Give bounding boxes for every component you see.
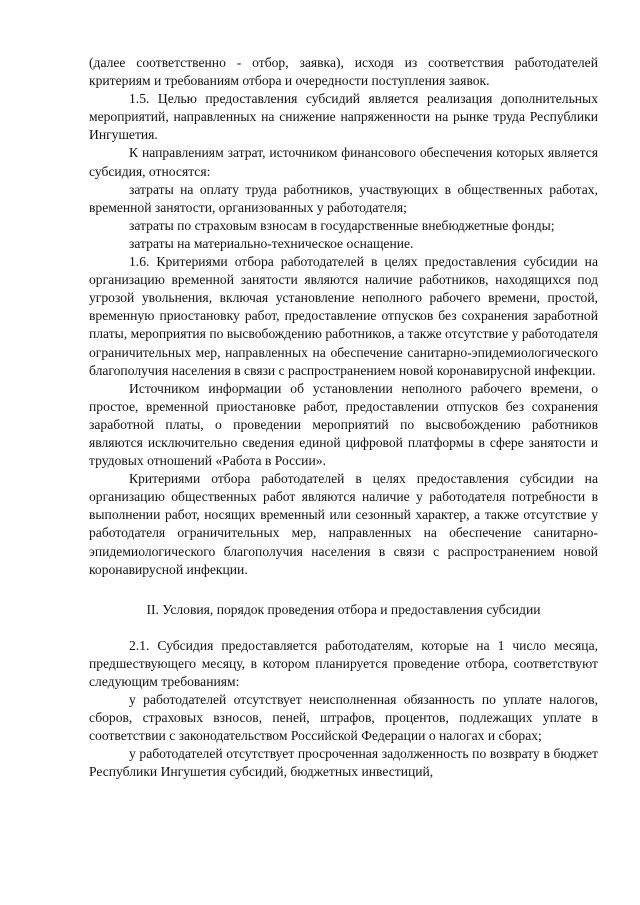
section-heading: II. Условия, порядок проведения отбора и предоставления субсидии bbox=[146, 601, 541, 617]
paragraph-information-source: Источником информации об установлении неполного рабочего времени, о простое, временной приостановке работ, предоставлении отпусков без сохранения заработной платы, о проведении мероприятий по высвобождению работников являются исключительно сведения единой цифровой платформы в сфере занятости и трудовых отношений «Работа в России». bbox=[89, 380, 598, 469]
paragraph-insurance-costs: затраты по страховым взносам в государственные внебюджетные фонды; bbox=[129, 217, 555, 233]
paragraph-expense-directions: К направлениям затрат, источником финансового обеспечения которых является субсидия, относятся: bbox=[89, 145, 598, 179]
document-page bbox=[89, 54, 598, 782]
paragraph-tax-requirement: у работодателей отсутствует неисполненная обязанность по уплате налогов, сборов, страховых взносов, пеней, штрафов, процентов, подлежащих уплате в соответствии с законодательством Российской Федерации о налогах и сборах; bbox=[89, 692, 598, 744]
paragraph-equipment-costs: затраты на материально-техническое оснащение. bbox=[129, 235, 414, 251]
paragraph-1-5: 1.5. Целью предоставления субсидий является реализация дополнительных мероприятий, направленных на снижение напряженности на рынке труда Республики Ингушетия. bbox=[89, 91, 598, 143]
paragraph-2-1: 2.1. Субсидия предоставляется работодателям, которые на 1 число месяца, предшествующего месяцу, в котором планируется проведение отбора, соответствуют следующим требованиям: bbox=[89, 637, 598, 689]
paragraph-public-works-criteria: Критериями отбора работодателей в целях предоставления субсидии на организацию общественных работ являются наличие у работодателя потребности в выполнении работ, носящих временный или сезонный характер, а также отсутствие у работодателя ограничительных мер, направленных на обеспечение санитарно-эпидемиологического благополучия населения в связи с распространением новой коронавирусной инфекции. bbox=[89, 471, 598, 577]
paragraph-1-6: 1.6. Критериями отбора работодателей в целях предоставления субсидии на организацию временной занятости являются наличие работников, находящихся под угрозой увольнения, включая установление неполного рабочего времени, простой, временную приостановку работ, предоставление отпусков без сохранения заработной платы, мероприятия по высвобождению работников, а также отсутствие у работодателя ограничительных мер, направленных на обеспечение санитарно-эпидемиологического благополучия населения в связи с распространением новой коронавирусной инфекции. bbox=[89, 254, 598, 378]
paragraph-debt-requirement: у работодателей отсутствует просроченная задолженность по возврату в бюджет Республики Ингушетия субсидий, бюджетных инвестиций, bbox=[89, 746, 598, 780]
paragraph-labor-costs: затраты на оплату труда работников, участвующих в общественных работах, временной занятости, организованных у работодателя; bbox=[89, 181, 598, 215]
paragraph-continuation: (далее соответственно - отбор, заявка), исходя из соответствия работодателей критериям и требованиям отбора и очередности поступления заявок. bbox=[89, 55, 598, 89]
